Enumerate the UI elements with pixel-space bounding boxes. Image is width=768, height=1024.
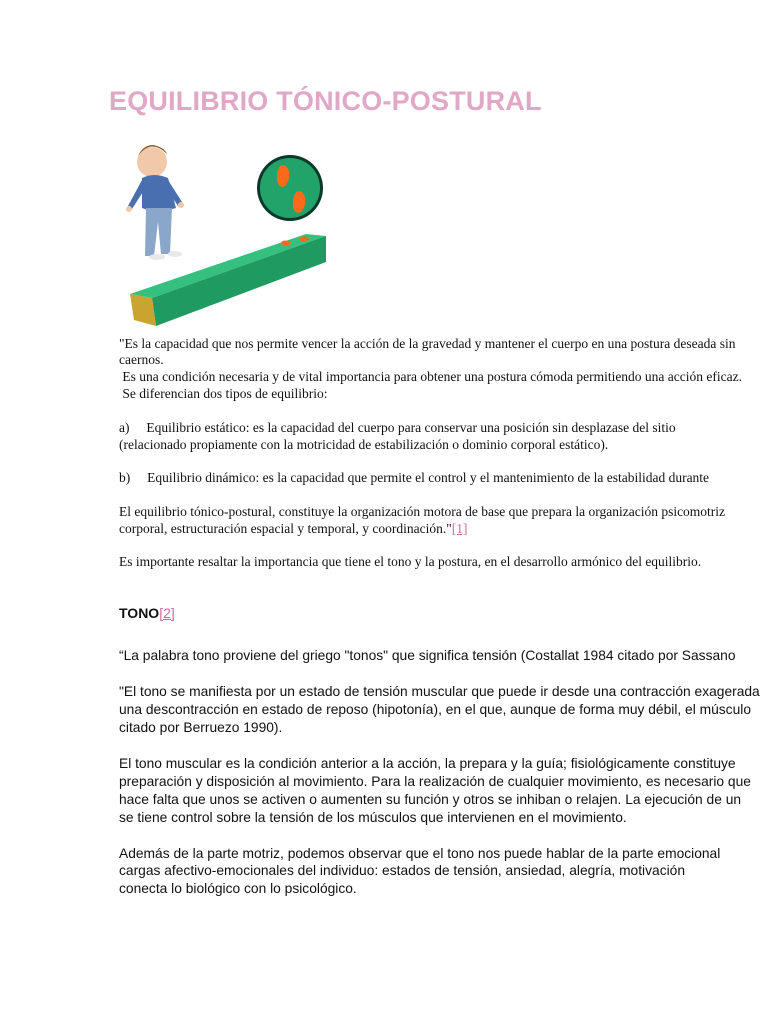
static-balance-line-2: (relacionado propiamente con la motricidad de estabilización o dominio corporal estático).: [119, 437, 609, 452]
section-heading-text: TONO: [119, 605, 160, 621]
page-title: EQUILIBRIO TÓNICO-POSTURAL: [109, 86, 542, 116]
balance-beam-illustration: [116, 130, 338, 330]
footnote-link-1[interactable]: [1]: [451, 521, 468, 536]
muscle-tone-line-1: El tono muscular es la condición anterior a la acción, la prepara y la guía; fisiológicamente constituye: [119, 756, 736, 771]
tonic-postural-line-1: El equilibrio tónico-postural, constituye la organización motora de base que prepara la organización psicomotriz: [119, 504, 726, 519]
muscle-tone-line-4: se tiene control sobre la tensión de los músculos que intervienen en el movimiento.: [119, 810, 627, 825]
intro-line-1: "Es la capacidad que nos permite vencer la acción de la gravedad y mantener el cuerpo en una postura deseada sin: [119, 336, 736, 351]
importance-line: Es importante resaltar la importancia que tiene el tono y la postura, en el desarrollo armónico del equilibrio.: [119, 554, 702, 569]
tonic-postural-text: corporal, estructuración espacial y temporal, y coordinación.": [119, 521, 452, 536]
footnote-link-2[interactable]: [2]: [159, 605, 175, 621]
tonic-postural-line-2: [119, 521, 468, 537]
intro-line-4: Se diferencian dos tipos de equilibrio:: [119, 386, 328, 401]
static-balance-line-1: a) Equilibrio estático: es la capacidad del cuerpo para conservar una posición sin desplazase del sitio: [119, 420, 676, 435]
muscle-tone-line-3: hace falta que unos se activen o aumenten su función y otros se inhiban o relajen. La ejecución de un: [119, 792, 742, 807]
emotional-line-3: conecta lo biológico con lo psicológico.: [119, 881, 357, 896]
dynamic-balance-line-1: b) Equilibrio dinámico: es la capacidad que permite el control y el mantenimiento de la estabilidad durante: [119, 470, 710, 485]
intro-line-3: Es una condición necesaria y de vital importancia para obtener una postura cómoda permitiendo una acción eficaz.: [119, 369, 742, 384]
intro-line-2: caernos.: [119, 352, 164, 367]
muscle-tone-line-2: preparación y disposición al movimiento. Para la realización de cualquier movimiento, es necesario que: [119, 774, 751, 789]
tono-quote-line: “La palabra tono proviene del griego "tonos" que significa tensión (Costallat 1984 citado por Sassano: [119, 648, 736, 663]
tono-manifest-line-2: una descontracción en estado de reposo (hipotonía), en el que, aunque de forma muy débil, el músculo: [119, 702, 751, 717]
section-heading-tono: [119, 605, 175, 621]
emotional-line-2: cargas afectivo-emocionales del individuo: estados de tensión, ansiedad, alegría, motivación: [119, 863, 686, 878]
tono-manifest-line-3: citado por Berruezo 1990).: [119, 720, 283, 735]
emotional-line-1: Además de la parte motriz, podemos observar que el tono nos puede hablar de la parte emocional: [119, 846, 721, 861]
tono-manifest-line-1: "El tono se manifiesta por un estado de tensión muscular que puede ir desde una contracción exagerada: [119, 684, 760, 699]
